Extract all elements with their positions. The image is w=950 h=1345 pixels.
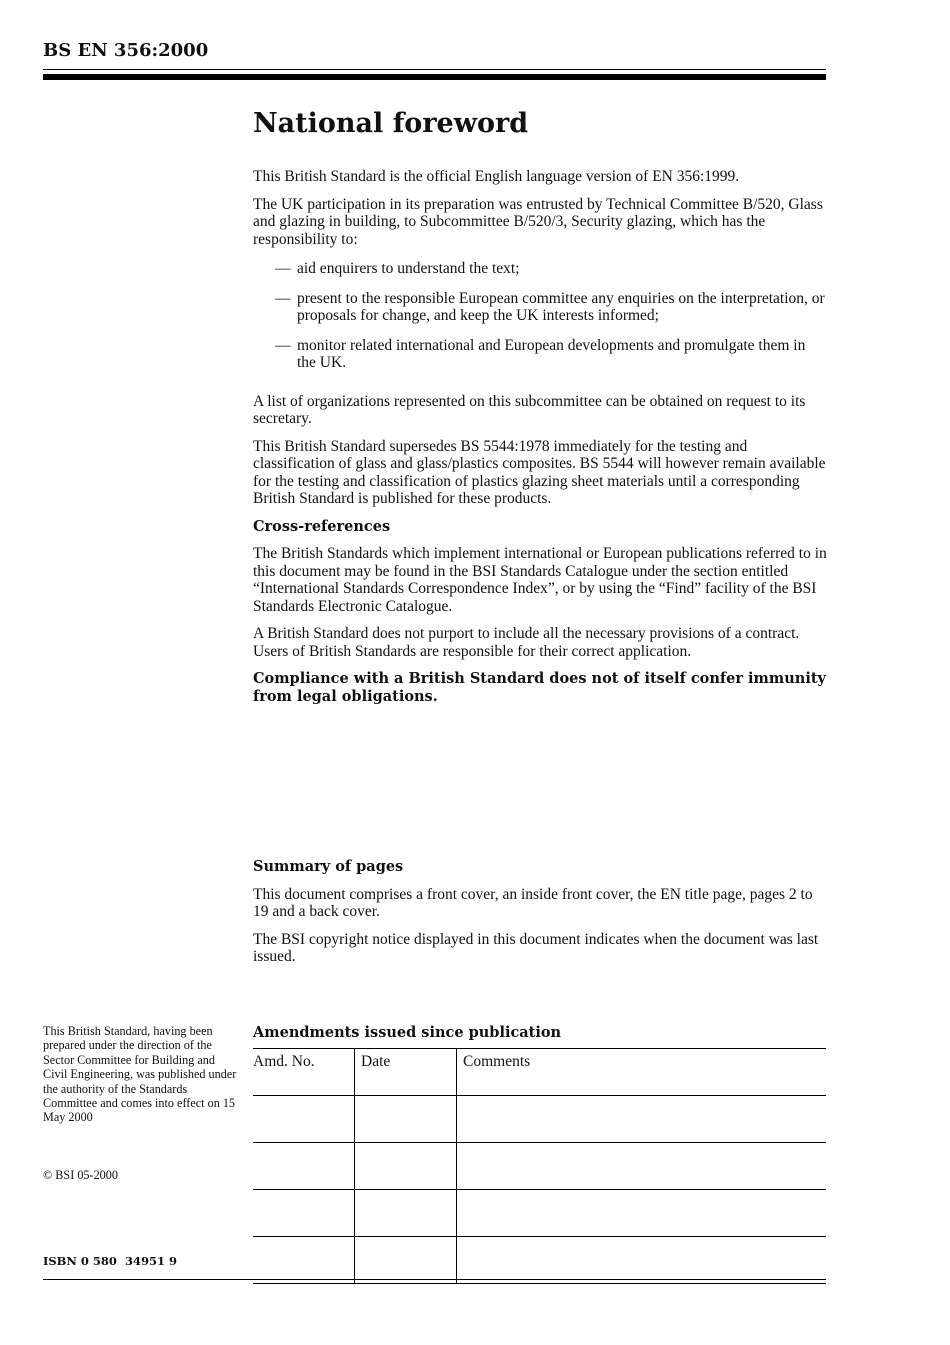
foreword-paragraph-5: The British Standards which implement international or European publications referred to in this document may be found in the BSI Standards Catalogue under the section entitled “International Standards Correspondence Index”, or by using the “Find” facility of the BSI Standards Electronic Catalogue.: [253, 545, 827, 615]
list-item-text: present to the responsible European committee any enquiries on the interpretation, or proposals for change, and keep the UK interests informed;: [297, 289, 825, 324]
list-item-text: aid enquirers to understand the text;: [297, 260, 520, 277]
table-cell: [253, 1190, 355, 1237]
dash-marker: —: [275, 289, 291, 307]
column-header-amd-no: Amd. No.: [253, 1049, 355, 1096]
dash-marker: —: [275, 260, 291, 277]
table-cell: [253, 1096, 355, 1143]
summary-section: [253, 858, 828, 976]
table-cell: [355, 1190, 457, 1237]
table-row: [253, 1096, 826, 1143]
table-cell: [253, 1237, 355, 1284]
compliance-note: Compliance with a British Standard does not of itself confer immunity from legal obligations.: [253, 670, 826, 705]
dash-marker: —: [275, 336, 291, 354]
summary-heading: Summary of pages: [253, 858, 404, 875]
table-row: [253, 1143, 826, 1190]
foreword-paragraph-2: The UK participation in its preparation was entrusted by Technical Committee B/520, Glass and glazing in building, to Subcommittee B/520/3, Security glazing, which has the responsibility to:: [253, 195, 823, 248]
table-header-row: [253, 1049, 826, 1096]
column-header-comments: Comments: [457, 1049, 827, 1096]
amendments-table: [253, 1048, 826, 1284]
document-id: BS EN 356:2000: [43, 40, 209, 61]
table-row: [253, 1237, 826, 1284]
copyright-notice: © BSI 05-2000: [43, 1168, 118, 1182]
foreword-paragraph-6: A British Standard does not purport to include all the necessary provisions of a contract. Users of British Standards are responsible for their correct application.: [253, 625, 800, 660]
table-cell: [253, 1143, 355, 1190]
foreword-paragraph-3: A list of organizations represented on this subcommittee can be obtained on request to its secretary.: [253, 392, 806, 427]
table-cell: [355, 1237, 457, 1284]
list-item: [275, 337, 828, 372]
summary-paragraph-1: This document comprises a front cover, an inside front cover, the EN title page, pages 2 to 19 and a back cover.: [253, 885, 813, 920]
page-title: National foreword: [253, 108, 529, 139]
publication-note: This British Standard, having been prepared under the direction of the Sector Committee for Building and Civil Engineering, was published under the authority of the Standards Committee and comes into effect on 15 May 2000: [43, 1024, 237, 1125]
table-cell: [457, 1143, 827, 1190]
foreword-paragraph-1: This British Standard is the official English language version of EN 356:1999.: [253, 168, 740, 185]
table-cell: [457, 1096, 827, 1143]
responsibility-list: [253, 260, 828, 372]
amendments-title: Amendments issued since publication: [253, 1024, 562, 1041]
list-item-text: monitor related international and European developments and promulgate them in the UK.: [297, 336, 806, 371]
isbn: ISBN 0 580 34951 9: [43, 1254, 177, 1268]
table-row: [253, 1190, 826, 1237]
list-item: [275, 290, 828, 325]
footer-rule: [43, 1279, 826, 1280]
cross-references-heading: Cross-references: [253, 517, 391, 535]
header-rule-thin: [43, 69, 826, 70]
foreword-paragraph-4: This British Standard supersedes BS 5544:1978 immediately for the testing and classification of glass and glass/plastics composites. BS 5544 will however remain available for the testing and classification of plastics glazing sheet materials until a corresponding British Standard is published for these products.: [253, 437, 826, 507]
summary-paragraph-2: The BSI copyright notice displayed in this document indicates when the document was last issued.: [253, 930, 819, 965]
table-cell: [355, 1096, 457, 1143]
table-cell: [457, 1237, 827, 1284]
table-cell: [457, 1190, 827, 1237]
header-rule-thick: [43, 74, 826, 80]
column-header-date: Date: [355, 1049, 457, 1096]
list-item: [275, 260, 828, 278]
foreword-section: [253, 106, 828, 716]
table-cell: [355, 1143, 457, 1190]
